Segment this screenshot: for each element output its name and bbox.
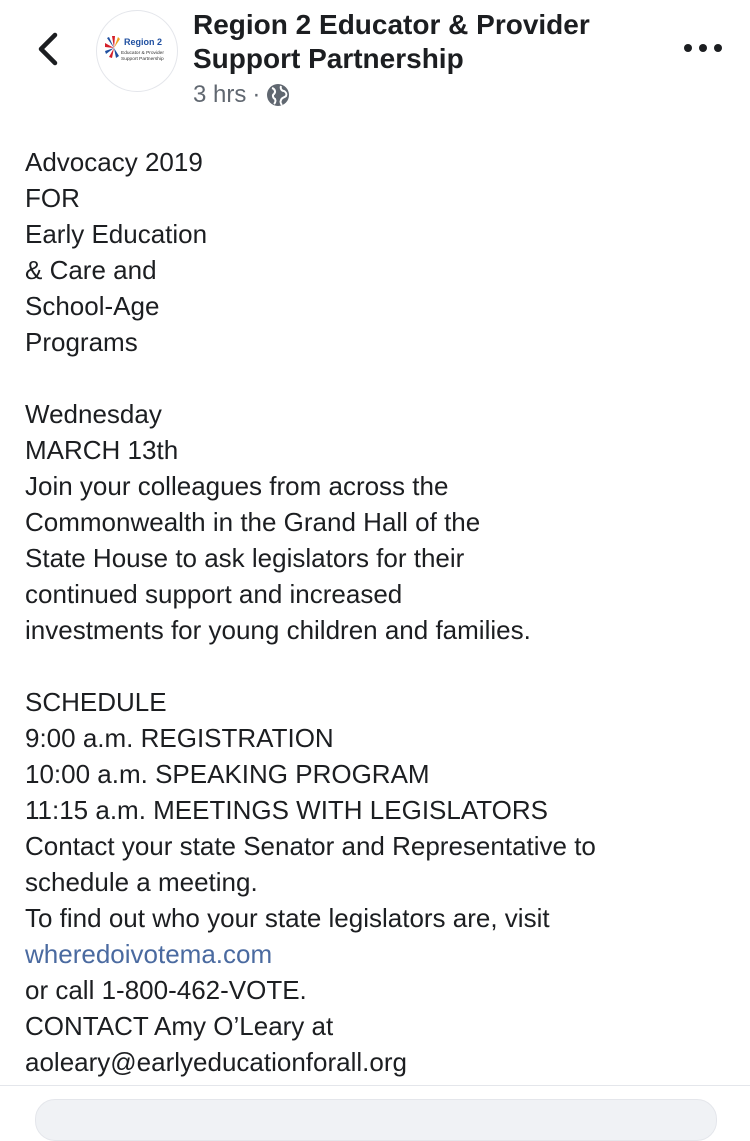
post-line: MARCH 13th	[25, 435, 179, 465]
post-line: 11:15 a.m. MEETINGS WITH LEGISLATORS	[25, 795, 549, 825]
post-line: Early Education	[25, 219, 208, 249]
timestamp[interactable]: 3 hrs	[193, 81, 247, 108]
post-line: Programs	[25, 327, 138, 357]
post-line: continued support and increased	[25, 579, 403, 609]
more-horizontal-icon	[683, 43, 723, 53]
post-meta	[193, 80, 290, 110]
post-line: Join your colleagues from across the	[25, 471, 449, 501]
logo-subtitle-1: Educator & Provider	[121, 51, 164, 56]
post-body	[25, 144, 715, 1080]
post-line: schedule a meeting.	[25, 867, 258, 897]
page-avatar[interactable]	[96, 10, 178, 92]
post-line: CONTACT Amy O’Leary at	[25, 1011, 334, 1041]
post-line: Wednesday	[25, 399, 162, 429]
back-button[interactable]	[30, 28, 66, 70]
post-line: 10:00 a.m. SPEAKING PROGRAM	[25, 759, 430, 789]
post-line: FOR	[25, 183, 80, 213]
post-line: 9:00 a.m. REGISTRATION	[25, 723, 334, 753]
post-line: investments for young children and families.	[25, 615, 531, 645]
comment-input[interactable]	[35, 1099, 717, 1141]
post-line: aoleary@earlyeducationforall.org	[25, 1047, 407, 1077]
post-line: School-Age	[25, 291, 160, 321]
post-line: State House to ask legislators for their	[25, 543, 465, 573]
region2-logo	[97, 11, 177, 91]
logo-subtitle-2: Support Partnership	[121, 57, 164, 62]
meta-separator: ·	[252, 81, 261, 108]
post-line	[25, 648, 715, 684]
post-line: To find out who your state legislators are, visit	[25, 903, 550, 933]
post-line: or call 1-800-462-VOTE.	[25, 975, 307, 1005]
divider	[0, 1085, 750, 1086]
post-line: Commonwealth in the Grand Hall of the	[25, 507, 481, 537]
post-line: Contact your state Senator and Representative to	[25, 831, 596, 861]
globe-icon[interactable]	[266, 83, 290, 107]
chevron-left-icon	[35, 29, 61, 69]
logo-title: Region 2	[124, 37, 163, 47]
page-name[interactable]: Region 2 Educator & Provider Support Partnership	[193, 9, 590, 74]
post-line: SCHEDULE	[25, 687, 167, 717]
more-options-button[interactable]	[678, 32, 728, 64]
post-line	[25, 360, 715, 396]
post-line: Advocacy 2019	[25, 147, 203, 177]
post-line: & Care and	[25, 255, 157, 285]
website-link[interactable]: wheredoivotema.com	[25, 939, 273, 969]
post-header	[0, 0, 750, 120]
